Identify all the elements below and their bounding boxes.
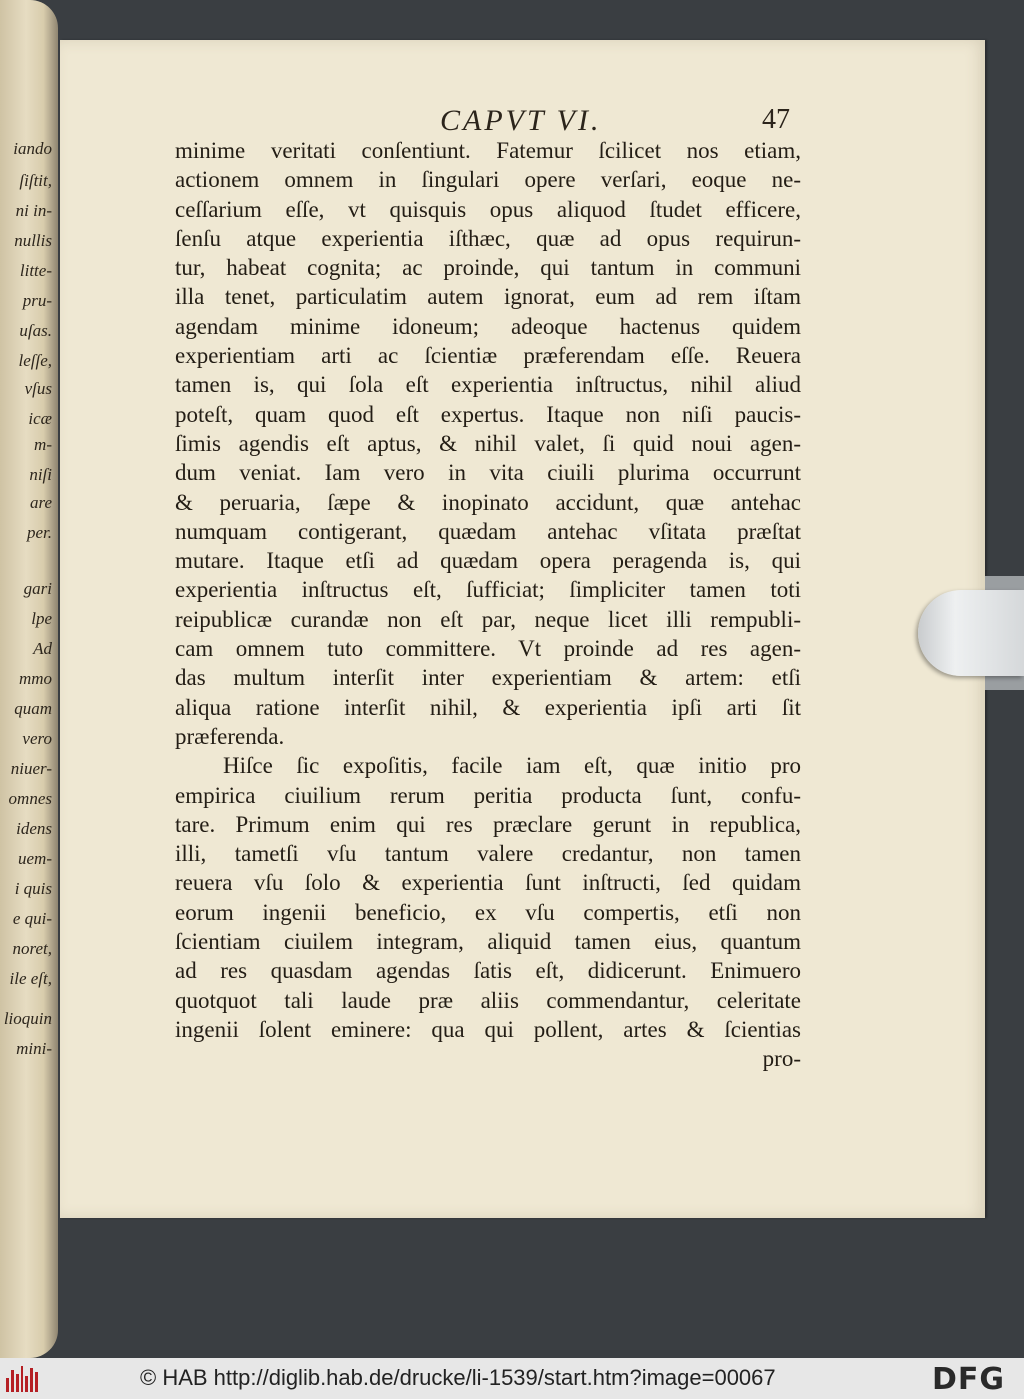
left-page-fragment: per.: [26, 523, 52, 542]
text-line: ſimis agendis eſt aptus, & nihil valet, ſi quid noui agen-: [175, 430, 801, 456]
dfg-logo: DFG: [932, 1362, 1006, 1397]
text-line: empirica ciuilium rerum peritia producta ſunt, confu-: [175, 782, 801, 808]
left-page-fragment: niuer-: [10, 759, 52, 778]
running-head: CAPVT VI.: [440, 104, 602, 137]
left-page-fragment: quam: [14, 699, 52, 718]
catchword: pro-: [762, 1046, 801, 1072]
text-line: experientiam arti ac ſcientiæ præferendam eſſe. Reuera: [175, 343, 801, 369]
left-page-fragment: gari: [23, 579, 52, 598]
text-line: illi, tametſi vſu tantum valere credantur, non tamen: [175, 841, 801, 867]
left-page-fragment: vero: [22, 729, 52, 748]
left-page-fragment: Ad: [33, 639, 52, 658]
text-line: minime veritati conſentiunt. Fatemur ſcilicet nos etiam,: [175, 138, 801, 163]
left-page-fragment: uſas.: [19, 321, 52, 340]
left-page-fragment: pru-: [22, 291, 52, 310]
left-page-fragment: are: [29, 493, 52, 512]
left-page-fragment: litte-: [19, 261, 52, 280]
text-line: quotquot tali laude præ aliis commendantur, celeritate: [175, 987, 801, 1013]
text-line: reuera vſu ſolo & experientia ſunt inſtructi, ſed quidam: [175, 870, 801, 896]
text-line: ſcientiam ciuilem integram, aliquid tamen eius, quantum: [175, 929, 801, 955]
previous-page-edge: [0, 0, 58, 1358]
text-line: agendam minime idoneum; adeoque hactenus quidem: [175, 313, 801, 339]
left-page-fragment: omnes: [8, 789, 52, 808]
text-line: & peruaria, ſæpe & inopinato accidunt, quæ antehac: [175, 489, 801, 515]
text-line: ceſſarium eſſe, vt quisquis opus aliquod ſtudet efficere,: [175, 196, 801, 222]
left-page-fragment: iando: [13, 139, 52, 158]
text-line: experientia inſtructus eſt, ſufficiat; ſimpliciter tamen toti: [175, 577, 801, 603]
left-page-fragment: idens: [16, 819, 52, 838]
text-line: mutare. Itaque etſi ad quædam opera peragenda is, qui: [175, 548, 801, 574]
footer-bar: [0, 1358, 1024, 1399]
page-number: 47: [762, 104, 790, 135]
left-page-fragment: i quis: [14, 879, 52, 898]
left-page-fragment: mini-: [16, 1039, 52, 1058]
text-line: numquam contigerant, quædam antehac vſitata præſtat: [175, 518, 801, 544]
page-clip: [918, 590, 1024, 676]
left-page-fragment: niſi: [29, 465, 52, 484]
hab-logo-icon: [6, 1366, 38, 1392]
text-line: das multum interſit inter experientiam & artem: etſi: [175, 665, 801, 691]
left-page-fragment: nullis: [14, 231, 52, 250]
text-line: reipublicæ curandæ non eſt par, neque licet illi rempubli-: [175, 606, 801, 632]
left-page-fragment: uem-: [18, 849, 52, 868]
left-page-fragment: vſus: [24, 379, 52, 398]
left-page-fragment: icæ: [28, 409, 52, 428]
text-line: eorum ingenii beneficio, ex vſu compertis, etſi non: [175, 899, 801, 925]
text-line: ad res quasdam agendas ſatis eſt, didicerunt. Enimuero: [175, 958, 801, 984]
book-page: [60, 40, 985, 1218]
text-line: tur, habeat cognita; ac proinde, qui tantum in communi: [175, 255, 801, 281]
text-line: ingenii ſolent eminere: qua qui pollent, artes & ſcientias: [175, 1016, 801, 1042]
left-page-fragment: e qui-: [12, 909, 52, 928]
text-line: cam omnem tuto committere. Vt proinde ad res agen-: [175, 636, 801, 662]
text-line: Hiſce ſic expoſitis, facile iam eſt, quæ initio pro: [223, 753, 801, 779]
text-line: dum veniat. Iam vero in vita ciuili plurima occurrunt: [175, 460, 801, 486]
left-page-fragment: ſiſtit,: [19, 171, 52, 190]
text-line: poteſt, quam quod eſt expertus. Itaque non niſi paucis-: [175, 401, 801, 427]
left-page-fragment: ile eſt,: [9, 969, 52, 988]
text-line: aliqua ratione interſit nihil, & experientia ipſi arti ſit: [175, 694, 801, 720]
left-page-fragment: lioquin: [3, 1009, 52, 1028]
body-text: [175, 136, 801, 1074]
copyright-url[interactable]: © HAB http://diglib.hab.de/drucke/li-1539/start.htm?image=00067: [140, 1365, 776, 1390]
left-page-fragment: noret,: [12, 939, 52, 958]
text-line: tamen is, qui ſola eſt experientia inſtructus, nihil aliud: [175, 372, 801, 398]
text-line: illa tenet, particulatim autem ignorat, eum ad rem iſtam: [175, 284, 801, 310]
text-line: ſenſu atque experientia iſthæc, quæ ad opus requirun-: [175, 225, 801, 251]
text-line: actionem omnem in ſingulari opere verſari, eoque ne-: [175, 167, 801, 193]
left-page-fragment: mmo: [18, 669, 52, 688]
left-page-fragment: m-: [34, 435, 52, 454]
left-page-fragment: leſſe,: [18, 351, 52, 370]
text-line: præferenda.: [175, 723, 285, 749]
left-page-fragment: ni in-: [15, 201, 52, 220]
text-line: tare. Primum enim qui res præclare gerunt in republica,: [175, 811, 801, 837]
left-page-fragment: lpe: [31, 609, 52, 628]
